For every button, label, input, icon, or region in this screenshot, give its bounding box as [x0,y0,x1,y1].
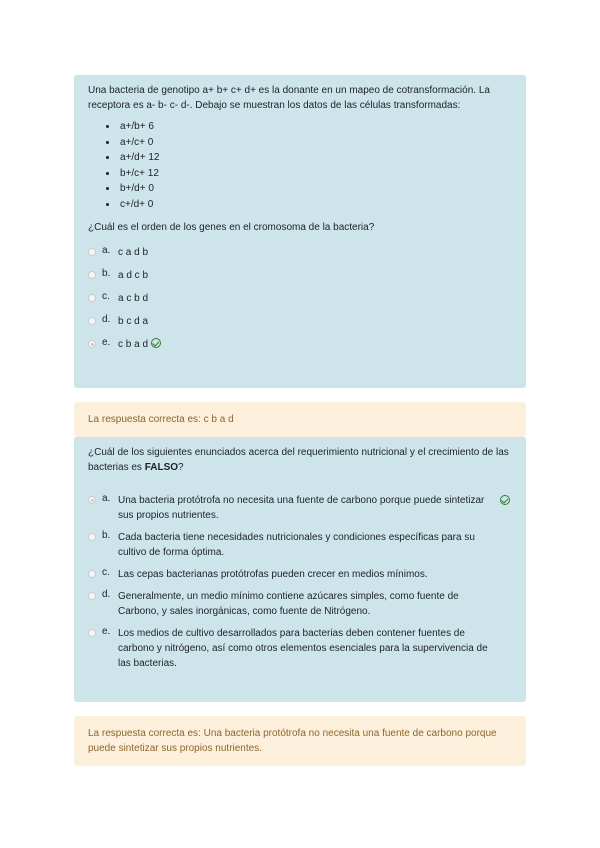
option-text: c a d b [118,247,149,258]
radio-button[interactable] [88,629,96,637]
option-text: b c d a [118,316,149,327]
option-letter: d. [102,589,111,600]
radio-button[interactable] [88,248,96,256]
question-1-feedback [74,402,526,437]
option-text: Las cepas bacterianas protótrofas pueden crecer en medios mínimos. [118,569,428,580]
correct-check-icon [151,338,161,348]
radio-button[interactable] [88,294,96,302]
answer-option-d[interactable] [88,589,512,619]
option-text: Generalmente, un medio mínimo contiene azúcares simples, como fuente de Carbono, y sales inorgánicas, como fuente de Nitrógeno. [118,591,459,617]
option-letter: c. [102,567,110,578]
radio-button[interactable] [88,271,96,279]
question-1-prompt: ¿Cuál es el orden de los genes en el cromosoma de la bacteria? [88,222,375,233]
answer-option-d[interactable] [88,314,512,329]
correct-check-icon [500,495,510,505]
transformation-data-list [88,119,512,212]
option-letter: b. [102,530,111,541]
option-text: Cada bacteria tiene necesidades nutricionales y condiciones específicas para su cultivo de forma óptima. [118,532,475,558]
answer-option-b[interactable] [88,268,512,283]
option-letter: e. [102,626,111,637]
option-text: a c b d [118,293,149,304]
option-letter: a. [102,245,111,256]
data-item: • b+/d+ 0 [118,181,512,197]
option-text-wrapper [118,337,512,352]
radio-button[interactable] [88,533,96,541]
answer-option-a[interactable] [88,245,512,260]
answer-option-c[interactable] [88,567,512,582]
data-item: • a+/c+ 0 [118,135,512,151]
option-letter: a. [102,493,111,504]
question-2-feedback [74,716,526,766]
data-item: • a+/d+ 12 [118,150,512,166]
radio-button-selected[interactable] [88,496,96,504]
option-text: Una bacteria protótrofa no necesita una fuente de carbono porque puede sintetizar sus propios nutrientes. [118,495,485,521]
answer-option-c[interactable] [88,291,512,306]
question-2-text: ¿Cuál de los siguientes enunciados acerca del requerimiento nutricional y el crecimiento de las bacterias es [88,447,509,473]
correct-answer-text: La respuesta correcta es: c b a d [88,414,234,425]
question-2-prompt [88,445,512,475]
option-letter: b. [102,268,111,279]
answer-option-a[interactable] [88,493,512,523]
question-1-intro: Una bacteria de genotipo a+ b+ c+ d+ es la donante en un mapeo de cotransformación. La receptora es a- b- c- d-. Debajo se muestran los datos de las células transformadas: [88,85,490,111]
data-item: • b+/c+ 12 [118,166,512,182]
radio-button-selected[interactable] [88,340,96,348]
question-1-card [74,75,526,388]
question-2-card [74,437,526,702]
answer-option-b[interactable] [88,530,512,560]
answer-option-e[interactable] [88,626,512,671]
option-text: a d c b [118,270,149,281]
data-item: • c+/d+ 0 [118,197,512,213]
option-letter: d. [102,314,111,325]
option-letter: e. [102,337,111,348]
question-2-mark: ? [178,462,184,473]
option-letter: c. [102,291,110,302]
answer-option-e[interactable] [88,337,512,352]
radio-button[interactable] [88,317,96,325]
option-text: c b a d [118,339,149,350]
data-item: • a+/b+ 6 [118,119,512,135]
correct-answer-text: La respuesta correcta es: Una bacteria protótrofa no necesita una fuente de carbono porque puede sintetizar sus propios nutrientes. [88,728,497,754]
question-2-emphasis: FALSO [144,462,179,473]
radio-button[interactable] [88,592,96,600]
option-text: Los medios de cultivo desarrollados para bacterias deben contener fuentes de carbono y nitrógeno, así como otros elementos esenciales para la supervivencia de las bacterias. [118,628,488,669]
radio-button[interactable] [88,570,96,578]
question-2-options [88,493,512,671]
question-1-options [88,245,512,352]
